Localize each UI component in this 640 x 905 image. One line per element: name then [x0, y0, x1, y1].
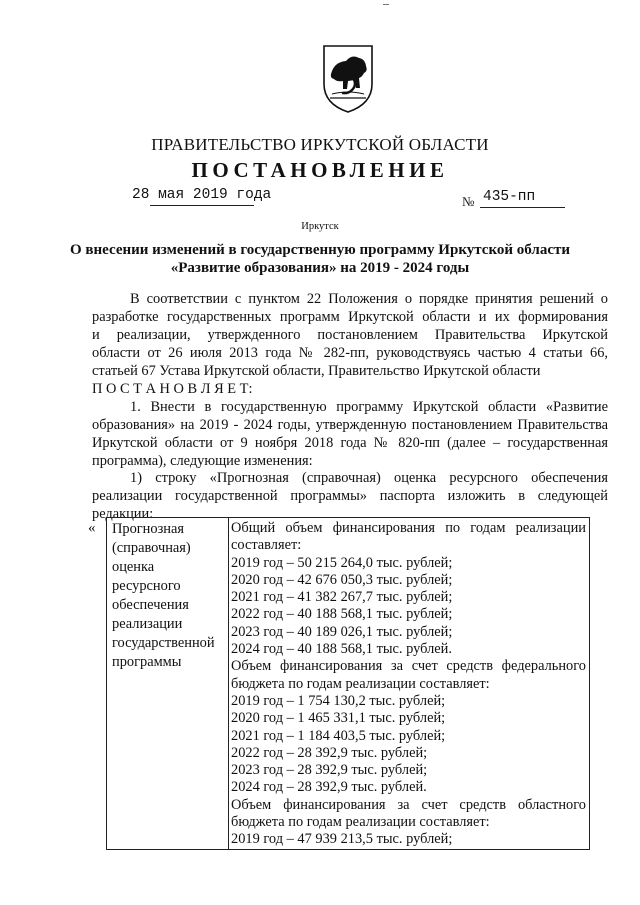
- preamble-line: статьей 67 Устава Иркутской области, Правительство Иркутской области: [92, 363, 541, 379]
- number-underline: [480, 207, 565, 208]
- title-line-2: «Развитие образования» на 2019 - 2024 годы: [170, 260, 470, 276]
- right-cell-line: 2022 год – 40 188 568,1 тыс. рублей;: [231, 606, 453, 623]
- left-cell-line: ресурсного: [112, 578, 181, 594]
- open-quote-mark: «: [88, 520, 96, 536]
- preamble-line: В соответствии с пунктом 22 Положения о порядке принятия решений о: [130, 291, 608, 307]
- right-cell-line: 2020 год – 42 676 050,3 тыс. рублей;: [231, 571, 453, 588]
- left-cell-line: реализации: [112, 616, 183, 632]
- right-cell-line: 2021 год – 1 184 403,5 тыс. рублей;: [231, 727, 446, 744]
- table-right-cell: [231, 520, 586, 849]
- government-name: ПРАВИТЕЛЬСТВО ИРКУТСКОЙ ОБЛАСТИ: [151, 135, 489, 154]
- right-cell-line: 2023 год – 28 392,9 тыс. рублей;: [231, 762, 428, 779]
- date-underline: [150, 205, 254, 206]
- preamble-line: разработке государственных программ Иркутской области и их формирования: [92, 309, 608, 325]
- left-cell-line: программы: [112, 654, 182, 670]
- item-1-line: программа), следующие изменения:: [92, 453, 313, 469]
- decree-number: 435-пп: [483, 189, 536, 205]
- right-cell-line: 2024 год – 40 188 568,1 тыс. рублей.: [231, 641, 452, 658]
- resolves-heading: П О С Т А Н О В Л Я Е Т:: [92, 381, 253, 397]
- item-1-line: 1. Внести в государственную программу Иркутской области «Развитие: [130, 399, 608, 415]
- right-cell-line: составляет:: [231, 537, 302, 554]
- left-cell-line: Прогнозная: [112, 521, 184, 537]
- subitem-1-line: реализации государственной программы» паспорта изложить в следующей: [92, 488, 608, 504]
- table-column-divider: [228, 518, 229, 849]
- left-cell-line: обеспечения: [112, 597, 189, 613]
- scan-mark: [383, 4, 389, 5]
- right-cell-line: 2023 год – 40 189 026,1 тыс. рублей;: [231, 623, 453, 640]
- right-cell-line: 2019 год – 1 754 130,2 тыс. рублей;: [231, 692, 446, 709]
- subitem-1-line: редакции:: [92, 506, 154, 522]
- right-cell-line: 2024 год – 28 392,9 тыс. рублей.: [231, 779, 427, 796]
- preamble-paragraph: [92, 290, 608, 380]
- right-cell-line: 2019 год – 50 215 264,0 тыс. рублей;: [231, 554, 453, 571]
- right-cell-line: 2021 год – 41 382 267,7 тыс. рублей;: [231, 589, 453, 606]
- left-cell-line: оценка: [112, 559, 155, 575]
- left-cell-line: государственной: [112, 635, 215, 651]
- right-cell-line: бюджета по годам реализации составляет:: [231, 675, 490, 692]
- right-cell-line: 2022 год – 28 392,9 тыс. рублей;: [231, 744, 428, 761]
- right-cell-line: Объем финансирования за счет средств областного: [231, 796, 586, 813]
- preamble-line: области от 26 июля 2013 года № 282-пп, руководствуясь частью 4 статьи 66,: [92, 345, 608, 361]
- table-left-cell: [112, 520, 215, 672]
- title-line-1: О внесении изменений в государственную программу Иркутской области: [69, 242, 571, 258]
- right-cell-line: 2019 год – 47 939 213,5 тыс. рублей;: [231, 831, 453, 848]
- left-cell-line: (справочная): [112, 540, 191, 556]
- item-1-line: образования» на 2019 - 2024 годы, утвержденную постановлением Правительства: [92, 417, 608, 433]
- document-type-title: ПОСТАНОВЛЕНИЕ: [191, 158, 449, 182]
- right-cell-line: Общий объем финансирования по годам реализации: [231, 520, 586, 536]
- document-title: [40, 241, 600, 277]
- number-label: №: [462, 194, 475, 209]
- item-1-line: Иркутской области от 9 ноября 2018 года № 820-пп (далее – государственная: [92, 435, 608, 451]
- right-cell-line: бюджета по годам реализации составляет:: [231, 814, 490, 831]
- right-cell-line: 2020 год – 1 465 331,1 тыс. рублей;: [231, 710, 446, 727]
- subitem-1-paragraph: [92, 469, 608, 523]
- irkutsk-coat-of-arms-icon: [322, 44, 374, 114]
- financing-table: [106, 517, 590, 850]
- item-1-paragraph: [92, 398, 608, 470]
- right-cell-line: Объем финансирования за счет средств федерального: [231, 658, 586, 675]
- preamble-line: и реализации, утвержденного постановлением Правительства Иркутской: [92, 327, 608, 343]
- subitem-1-line: 1) строку «Прогнозная (справочная) оценка ресурсного обеспечения: [130, 470, 608, 486]
- decree-date: 28 мая 2019 года: [132, 187, 272, 203]
- city-name: Иркутск: [301, 221, 339, 232]
